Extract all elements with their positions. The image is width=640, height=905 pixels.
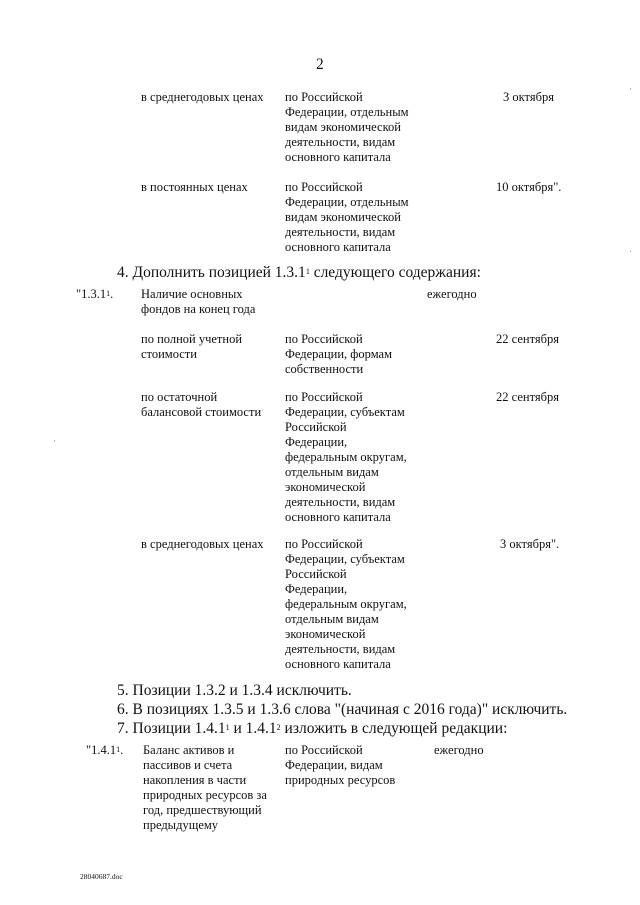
scan-speck xyxy=(630,88,631,90)
row-scope: по Российской Федерации, отдельным видам экономической деятельности, видам основного капитала xyxy=(285,90,409,164)
item-title: Баланс активов и пассивов и счета накопления в части природных ресурсов за год, предшествующий предыдущему xyxy=(143,743,267,832)
row-scope: по Российской Федерации, отдельным видам экономической деятельности, видам основного капитала xyxy=(285,180,409,254)
row-scope: по Российской Федерации, субъектам Российской Федерации, федеральным округам, отдельным видам экономической деятельности, видам основного капитала xyxy=(285,537,407,671)
row-scope: по Российской Федерации, субъектам Российской Федерации, федеральным округам, отдельным видам экономической деятельности, видам основного капитала xyxy=(285,390,407,524)
page-number: 2 xyxy=(316,56,324,73)
row-label: в среднегодовых ценах xyxy=(141,537,264,551)
item-scope: по Российской Федерации, видам природных ресурсов xyxy=(285,743,396,787)
row-date: 22 сентября xyxy=(496,390,559,404)
row-label: в среднегодовых ценах xyxy=(141,90,264,104)
footer-filename: 28040687.doc xyxy=(80,872,123,881)
row-label: по полной учетной стоимости xyxy=(141,332,243,361)
item-frequency: ежегодно xyxy=(427,287,477,301)
row-date: 3 октября". xyxy=(500,537,560,551)
row-date: 10 октября". xyxy=(496,180,562,194)
paragraph-4: 4. Дополнить позицией 1.3.1$^1$ следующего содержания: xyxy=(117,264,481,281)
row-scope: по Российской Федерации, формам собственности xyxy=(285,332,392,376)
item-number: "1.4.1$^1$. xyxy=(86,743,124,757)
item-frequency: ежегодно xyxy=(434,743,484,757)
row-label: в постоянных ценах xyxy=(141,180,248,194)
row-date: 3 октября xyxy=(503,90,554,104)
paragraph-5: 5. Позиции 1.3.2 и 1.3.4 исключить. xyxy=(117,682,352,699)
row-date: 22 сентября xyxy=(496,332,559,346)
row-label: по остаточной балансовой стоимости xyxy=(141,390,262,419)
paragraph-7: 7. Позиции 1.4.1$^1$ и 1.4.1$^2$ изложить в следующей редакции: xyxy=(117,720,508,737)
item-title: Наличие основных фондов на конец года xyxy=(141,287,256,316)
paragraph-6: 6. В позициях 1.3.5 и 1.3.6 слова "(начиная с 2016 года)" исключить. xyxy=(117,701,568,718)
scan-speck xyxy=(54,440,55,442)
item-number: "1.3.1$^1$. xyxy=(76,287,114,301)
scan-speck xyxy=(630,250,631,252)
